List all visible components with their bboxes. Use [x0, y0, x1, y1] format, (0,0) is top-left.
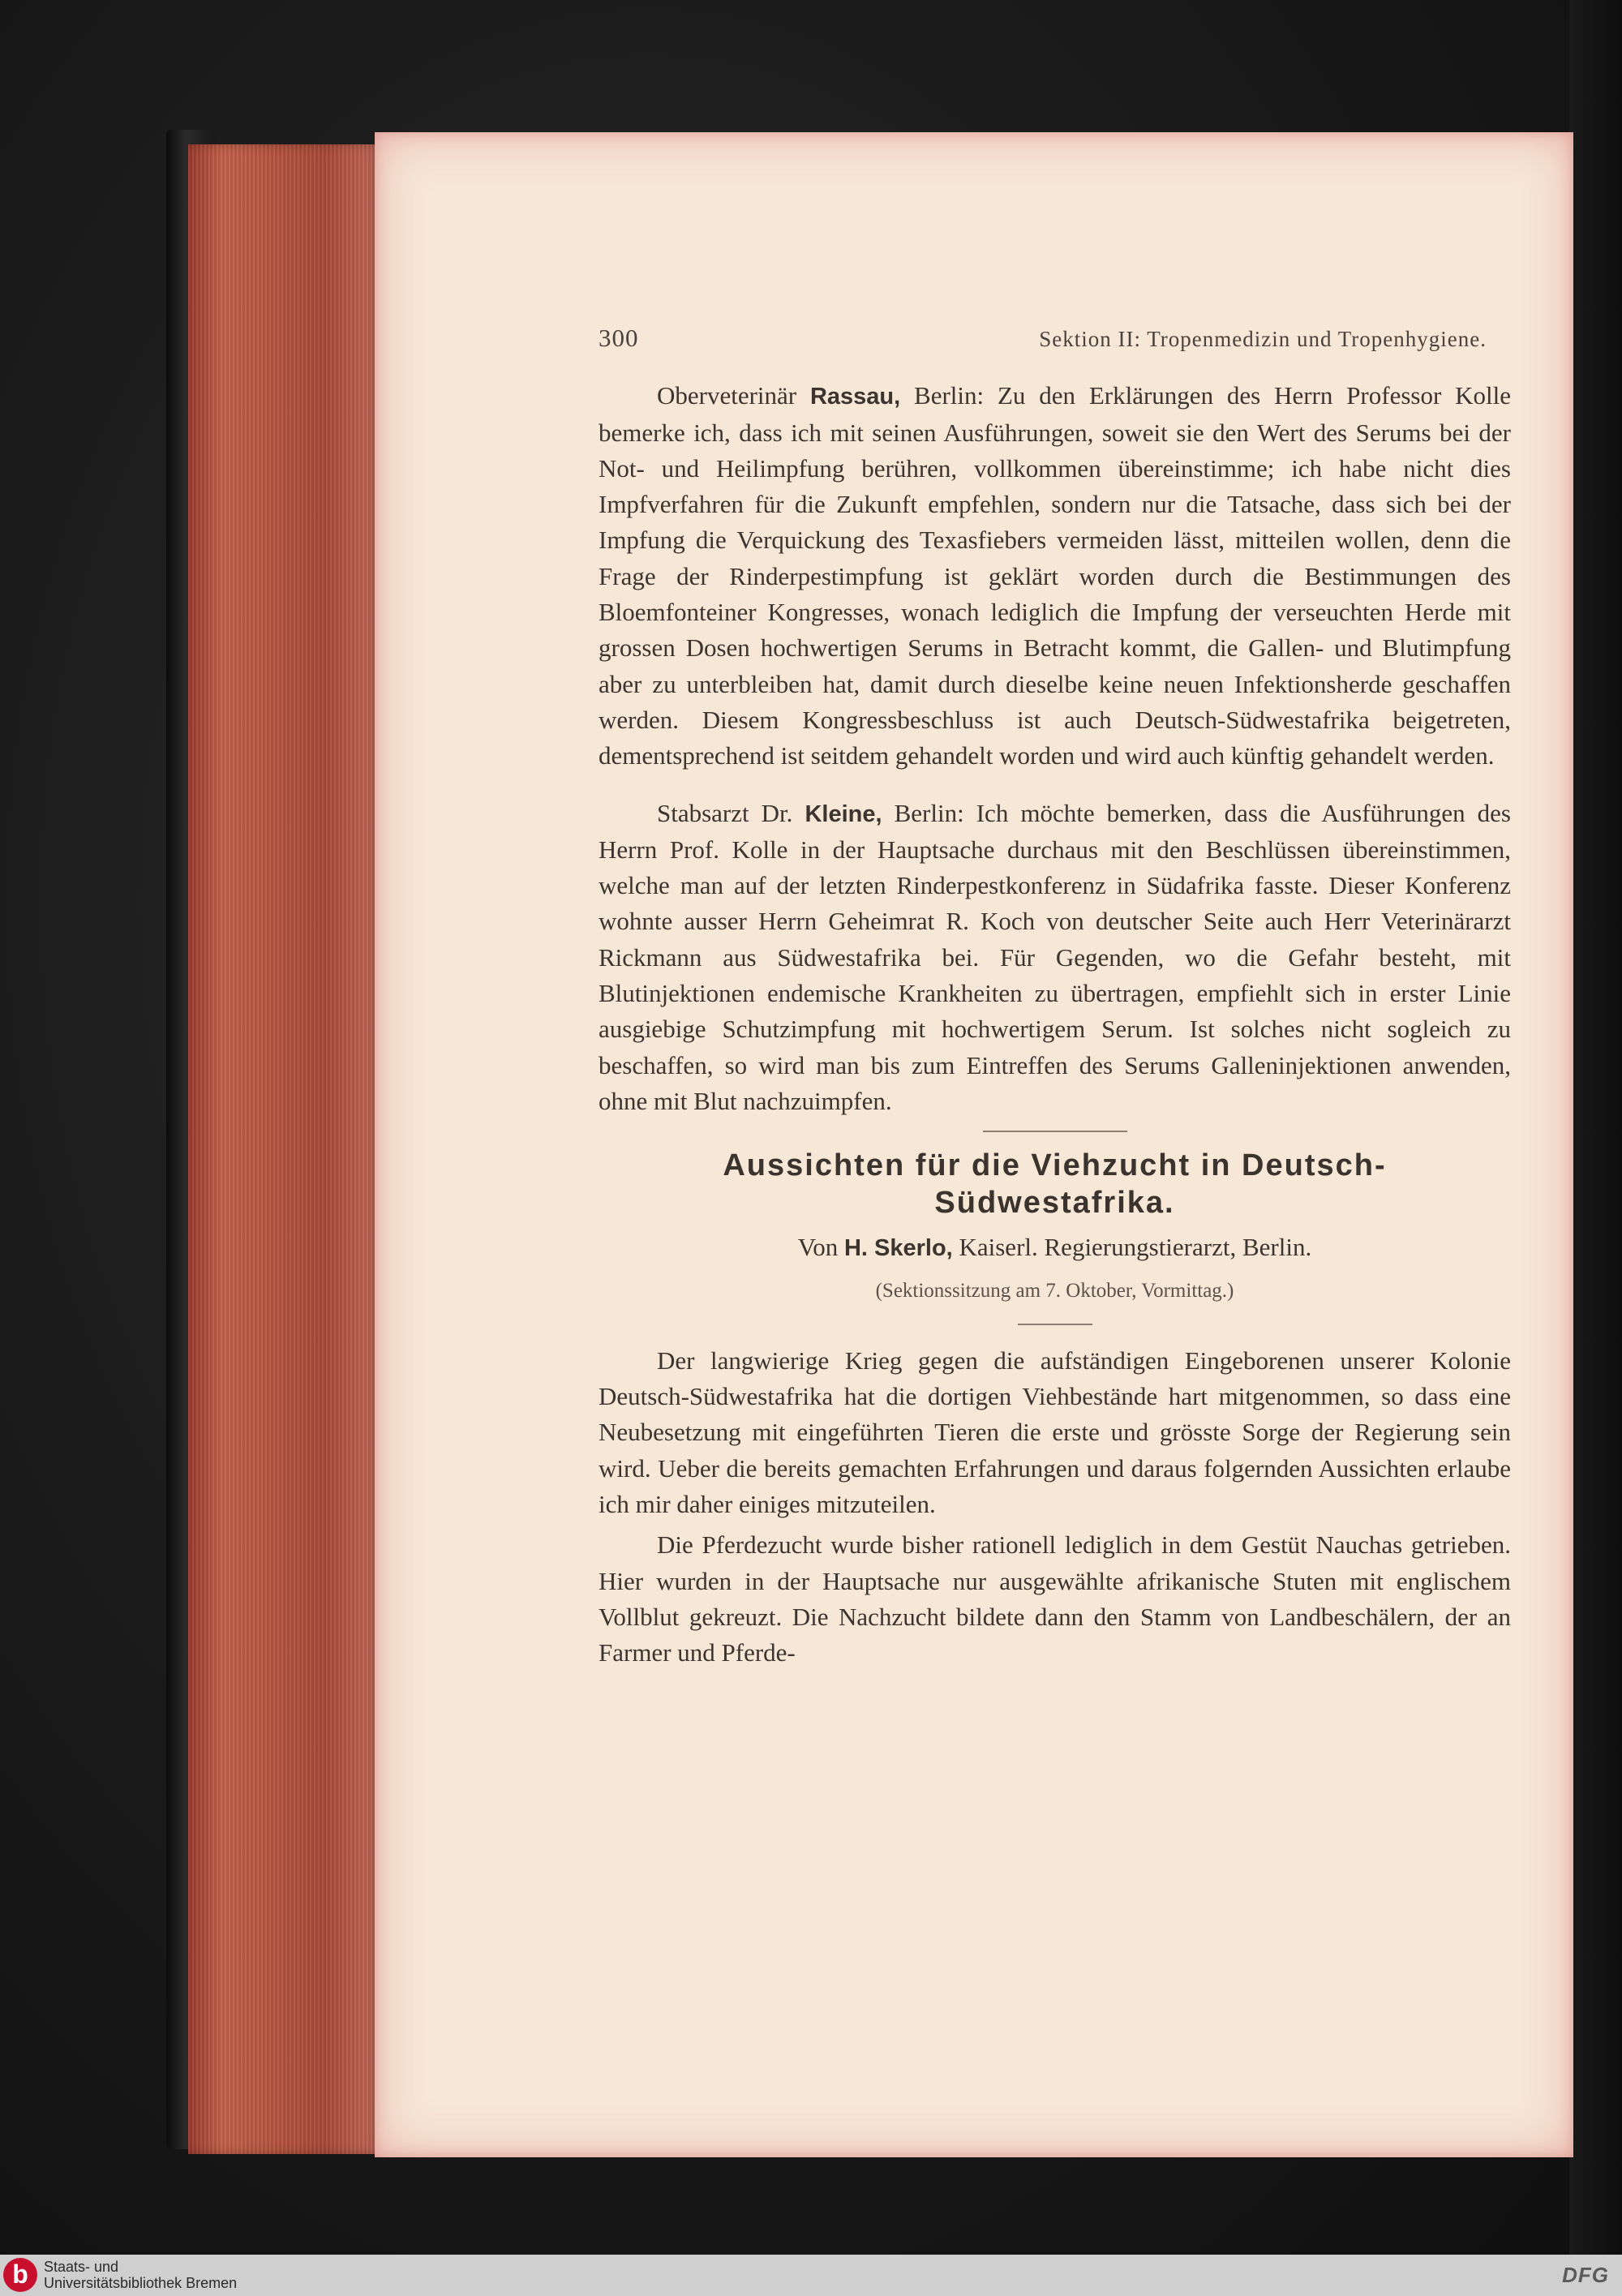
library-logo-icon[interactable]: b: [3, 2258, 37, 2292]
article-byline: Von H. Skerlo, Kaiserl. Regierungstierarzt, Berlin.: [797, 1233, 1312, 1262]
library-name-line1: Staats- und: [44, 2259, 119, 2275]
paragraph-intro: Der langwierige Krieg gegen die aufständigen Eingeborenen unserer Kolonie Deutsch-Südwestafrika hat die dortigen Viehbestände hart mitgenommen, so dass eine Neubesetzung mit eingeführten Tieren die erste und grösste Sorge der Regierung sein wird. Ueber die bereits gemachten Erfahrungen und daraus folgernden Aussichten erlaube ich mir daher einiges mitzuteilen.: [599, 1345, 1511, 1519]
right-cover-edge: [1569, 0, 1622, 2255]
paragraph-pferdezucht: Die Pferdezucht wurde bisher rationell lediglich in dem Gestüt Nauchas getrieben. Hier wurden in der Hauptsache nur ausgewählte afrikanische Stuten mit englischem Vollblut gekreuzt. Die Nachzucht bildete dann den Stamm von Landbeschälern, der an Farmer und Pferde-: [599, 1530, 1511, 1667]
author-name: H. Skerlo,: [843, 1235, 953, 1262]
page-number: 300: [599, 324, 639, 352]
speaker-name: Rassau,: [809, 384, 901, 410]
title-divider: [1018, 1324, 1092, 1325]
book-page-edges: [188, 144, 381, 2154]
paragraph-rassau: Oberveterinär Rassau, Berlin: Zu den Erklärungen des Herrn Professor Kolle bemerke ich, dass ich mit seinen Ausführungen, soweit sie den Wert des Serums bei der Not- und Heilimpfung berühren, vollkommen übereinstimme; ich habe nicht dies Impfverfahren für die Zukunft empfehlen, sondern nur die Tatsache, dass sich bei der Impfung die Verquickung des Texasfiebers vermeiden lässt, mitteilen wollen, denn die Frage der Rinderpestimpfung ist geklärt worden durch die Bestimmungen des Bloemfonteiner Kongresses, wonach lediglich die Impfung der verseuchten Herde mit grossen Dosen hochwertigen Serums in Betracht kommt, die Gallen- und Blutimpfung aber zu unterbleiben hat, damit durch dieselbe keine neuen Infektionsherde geschaffen werden. Diesem Kongressbeschluss ist auch Deutsch-Südwestafrika beigetreten, dementsprechend ist seitdem gehandelt worden und wird auch künftig gehandelt werden.: [599, 381, 1512, 770]
speaker-name: Kleine,: [805, 800, 882, 827]
article-title: Aussichten für die Viehzucht in Deutsch- Südwestafrika.: [723, 1148, 1387, 1221]
paragraph-kleine: Stabsarzt Dr. Kleine, Berlin: Ich möchte bemerken, dass die Ausführungen des Herrn Prof. Kolle in der Hauptsache durchaus mit den Beschlüssen übereinstimmen, welche man auf der letzten Rinderpestkonferenz in Südafrika fasste. Dieser Konferenz wohnte ausser Herrn Geheimrat R. Koch von deutscher Seite auch Herr Veterinärarzt Rickmann aus Südwestafrika bei. Für Gegenden, wo die Gefahr besteht, mit Blutinjektionen endemische Krankheiten zu übertragen, empfiehlt sich in erster Linie ausgiebige Schutzimpfung mit hochwertigem Serum. Ist solches nicht sogleich zu beschaffen, so wird man bis zum Eintreffen des Serums Galleninjektionen anwenden, ohne mit Blut nachzuimpfen.: [599, 798, 1511, 1115]
session-note: (Sektionssitzung am 7. Oktober, Vormittag.): [875, 1279, 1234, 1302]
dfg-logo[interactable]: DFG: [1562, 2263, 1609, 2287]
section-divider: [983, 1131, 1127, 1132]
viewer-footer: [0, 2255, 1622, 2296]
running-header: [599, 320, 1511, 357]
page-text: [599, 320, 1511, 1672]
running-title: Sektion II: Tropenmedizin und Tropenhygiene.: [1039, 327, 1487, 351]
library-name-line2: Universitätsbibliothek Bremen: [44, 2275, 238, 2291]
